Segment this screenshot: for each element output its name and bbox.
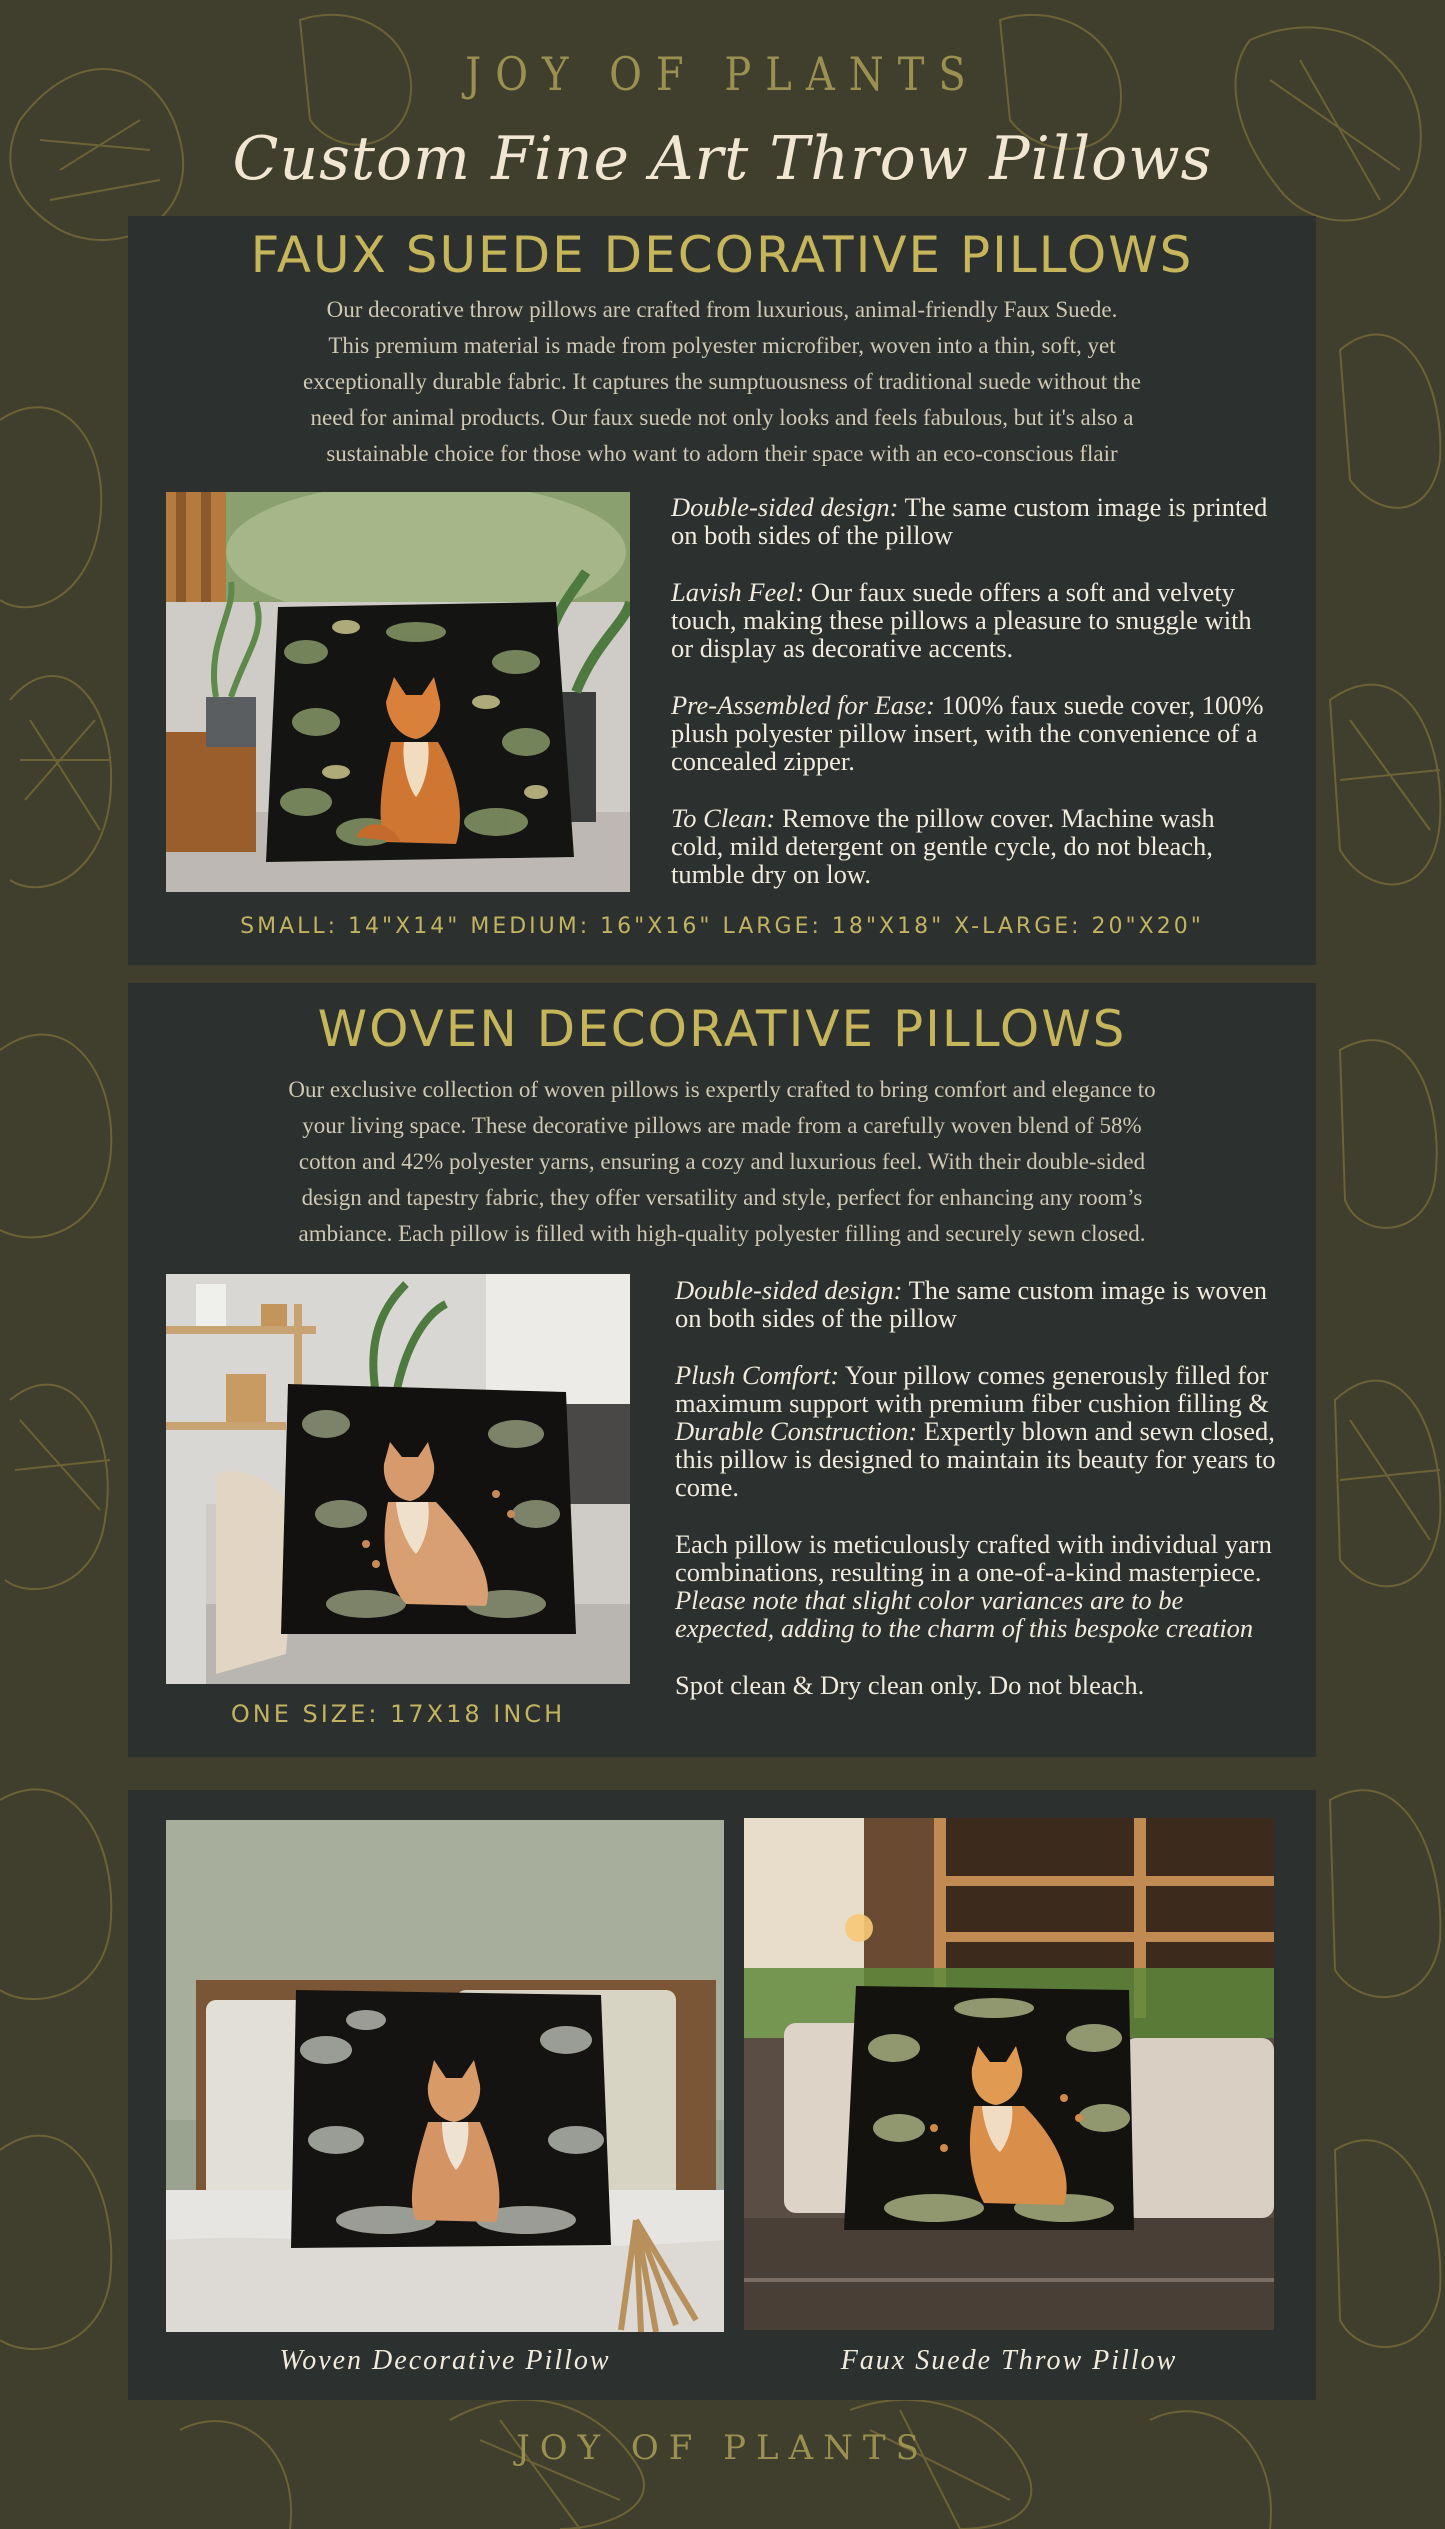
gallery-caption-faux-suede: Faux Suede Throw Pillow bbox=[840, 2345, 1178, 2376]
intro-line: Our decorative throw pillows are crafted from luxurious, animal-friendly Faux Suede. bbox=[326, 297, 1118, 322]
care-instructions: Spot clean & Dry clean only. Do not bleach. bbox=[675, 1670, 1145, 1700]
faux-suede-features bbox=[671, 493, 1271, 917]
feature-label: Pre-Assembled for Ease: bbox=[671, 690, 935, 720]
feature-item bbox=[671, 691, 1271, 775]
feature-label: Double-sided design: bbox=[671, 492, 899, 522]
intro-line: exceptionally durable fabric. It captures the sumptuousness of traditional suede without the bbox=[303, 369, 1141, 394]
fox-woven-pillow-living-room-image bbox=[166, 1274, 630, 1684]
feature-text: Our faux suede offers a soft and velvety touch, making these pillows a pleasure to snuggle with or display as decorative accents. bbox=[671, 577, 1252, 663]
feature-note: Please note that slight color variances are to be expected, adding to the charm of this bespoke creation bbox=[675, 1585, 1254, 1643]
brand-title-bottom: JOY OF PLANTS bbox=[516, 2428, 929, 2468]
feature-label: Lavish Feel: bbox=[671, 577, 805, 607]
faux-suede-product-image bbox=[166, 492, 630, 892]
feature-item bbox=[671, 578, 1271, 662]
woven-heading: WOVEN DECORATIVE PILLOWS bbox=[317, 1000, 1127, 1058]
feature-text: Each pillow is meticulously crafted with individual yarn combinations, resulting in a one-of-a-kind masterpiece. bbox=[675, 1529, 1272, 1587]
feature-text: 100% faux suede cover, 100% plush polyester pillow insert, with the convenience of a concealed zipper. bbox=[671, 690, 1264, 776]
gallery-caption-woven: Woven Decorative Pillow bbox=[279, 2345, 611, 2376]
feature-label: Double-sided design: bbox=[675, 1275, 903, 1305]
feature-item bbox=[675, 1361, 1285, 1501]
faux-suede-heading: FAUX SUEDE DECORATIVE PILLOWS bbox=[250, 226, 1194, 284]
intro-line: This premium material is made from polyester microfiber, woven into a thin, soft, yet bbox=[328, 333, 1116, 358]
feature-item bbox=[671, 804, 1271, 888]
feature-text: Expertly blown and sewn closed, this pillow is designed to maintain its beauty for years to come. bbox=[675, 1416, 1276, 1502]
feature-item bbox=[671, 493, 1271, 549]
fox-pillow-sofa-image bbox=[166, 492, 630, 892]
feature-label: Plush Comfort: bbox=[675, 1360, 840, 1390]
woven-intro bbox=[128, 1072, 1316, 1252]
woven-features bbox=[675, 1276, 1285, 1728]
feature-text: The same custom image is printed on both sides of the pillow bbox=[671, 492, 1268, 550]
feature-text: Your pillow comes generously filled for maximum support with premium fiber cushion filling & bbox=[675, 1360, 1269, 1418]
fox-pillow-bed-image bbox=[166, 1820, 724, 2332]
faux-suede-intro bbox=[128, 292, 1316, 472]
intro-line: need for animal products. Our faux suede not only looks and feels fabulous, but it's also a bbox=[310, 405, 1134, 430]
feature-text: Remove the pillow cover. Machine wash cold, mild detergent on gentle cycle, do not bleach, tumble dry on low. bbox=[671, 803, 1215, 889]
feature-label: Durable Construction: bbox=[675, 1416, 918, 1446]
woven-product-image bbox=[166, 1274, 630, 1684]
intro-line: Our exclusive collection of woven pillows is expertly crafted to bring comfort and elegance to bbox=[288, 1077, 1156, 1102]
page-title: Custom Fine Art Throw Pillows bbox=[232, 124, 1213, 194]
faux-suede-sizes: SMALL: 14"X14" MEDIUM: 16"X16" LARGE: 18"X18" X-LARGE: 20"X20" bbox=[240, 914, 1204, 939]
gallery-image-faux-suede bbox=[744, 1818, 1274, 2330]
intro-line: sustainable choice for those who want to adorn their space with an eco-conscious flair bbox=[326, 441, 1118, 466]
woven-size: ONE SIZE: 17X18 INCH bbox=[230, 1700, 566, 1728]
brand-title-top: JOY OF PLANTS bbox=[465, 48, 980, 102]
feature-text: The same custom image is woven on both sides of the pillow bbox=[675, 1275, 1267, 1333]
intro-line: design and tapestry fabric, they offer versatility and style, perfect for enhancing any room’s bbox=[301, 1185, 1143, 1210]
feature-label: To Clean: bbox=[671, 803, 776, 833]
feature-item bbox=[675, 1530, 1285, 1642]
intro-line: cotton and 42% polyester yarns, ensuring a cozy and luxurious feel. With their double-sided bbox=[298, 1149, 1146, 1174]
intro-line: your living space. These decorative pillows are made from a carefully woven blend of 58% bbox=[302, 1113, 1142, 1138]
feature-item bbox=[675, 1671, 1285, 1699]
feature-item bbox=[675, 1276, 1285, 1332]
fox-pillow-leather-sofa-image bbox=[744, 1818, 1274, 2330]
gallery-image-woven bbox=[166, 1820, 724, 2332]
intro-line: ambiance. Each pillow is filled with high-quality polyester filling and securely sewn closed. bbox=[298, 1221, 1146, 1246]
